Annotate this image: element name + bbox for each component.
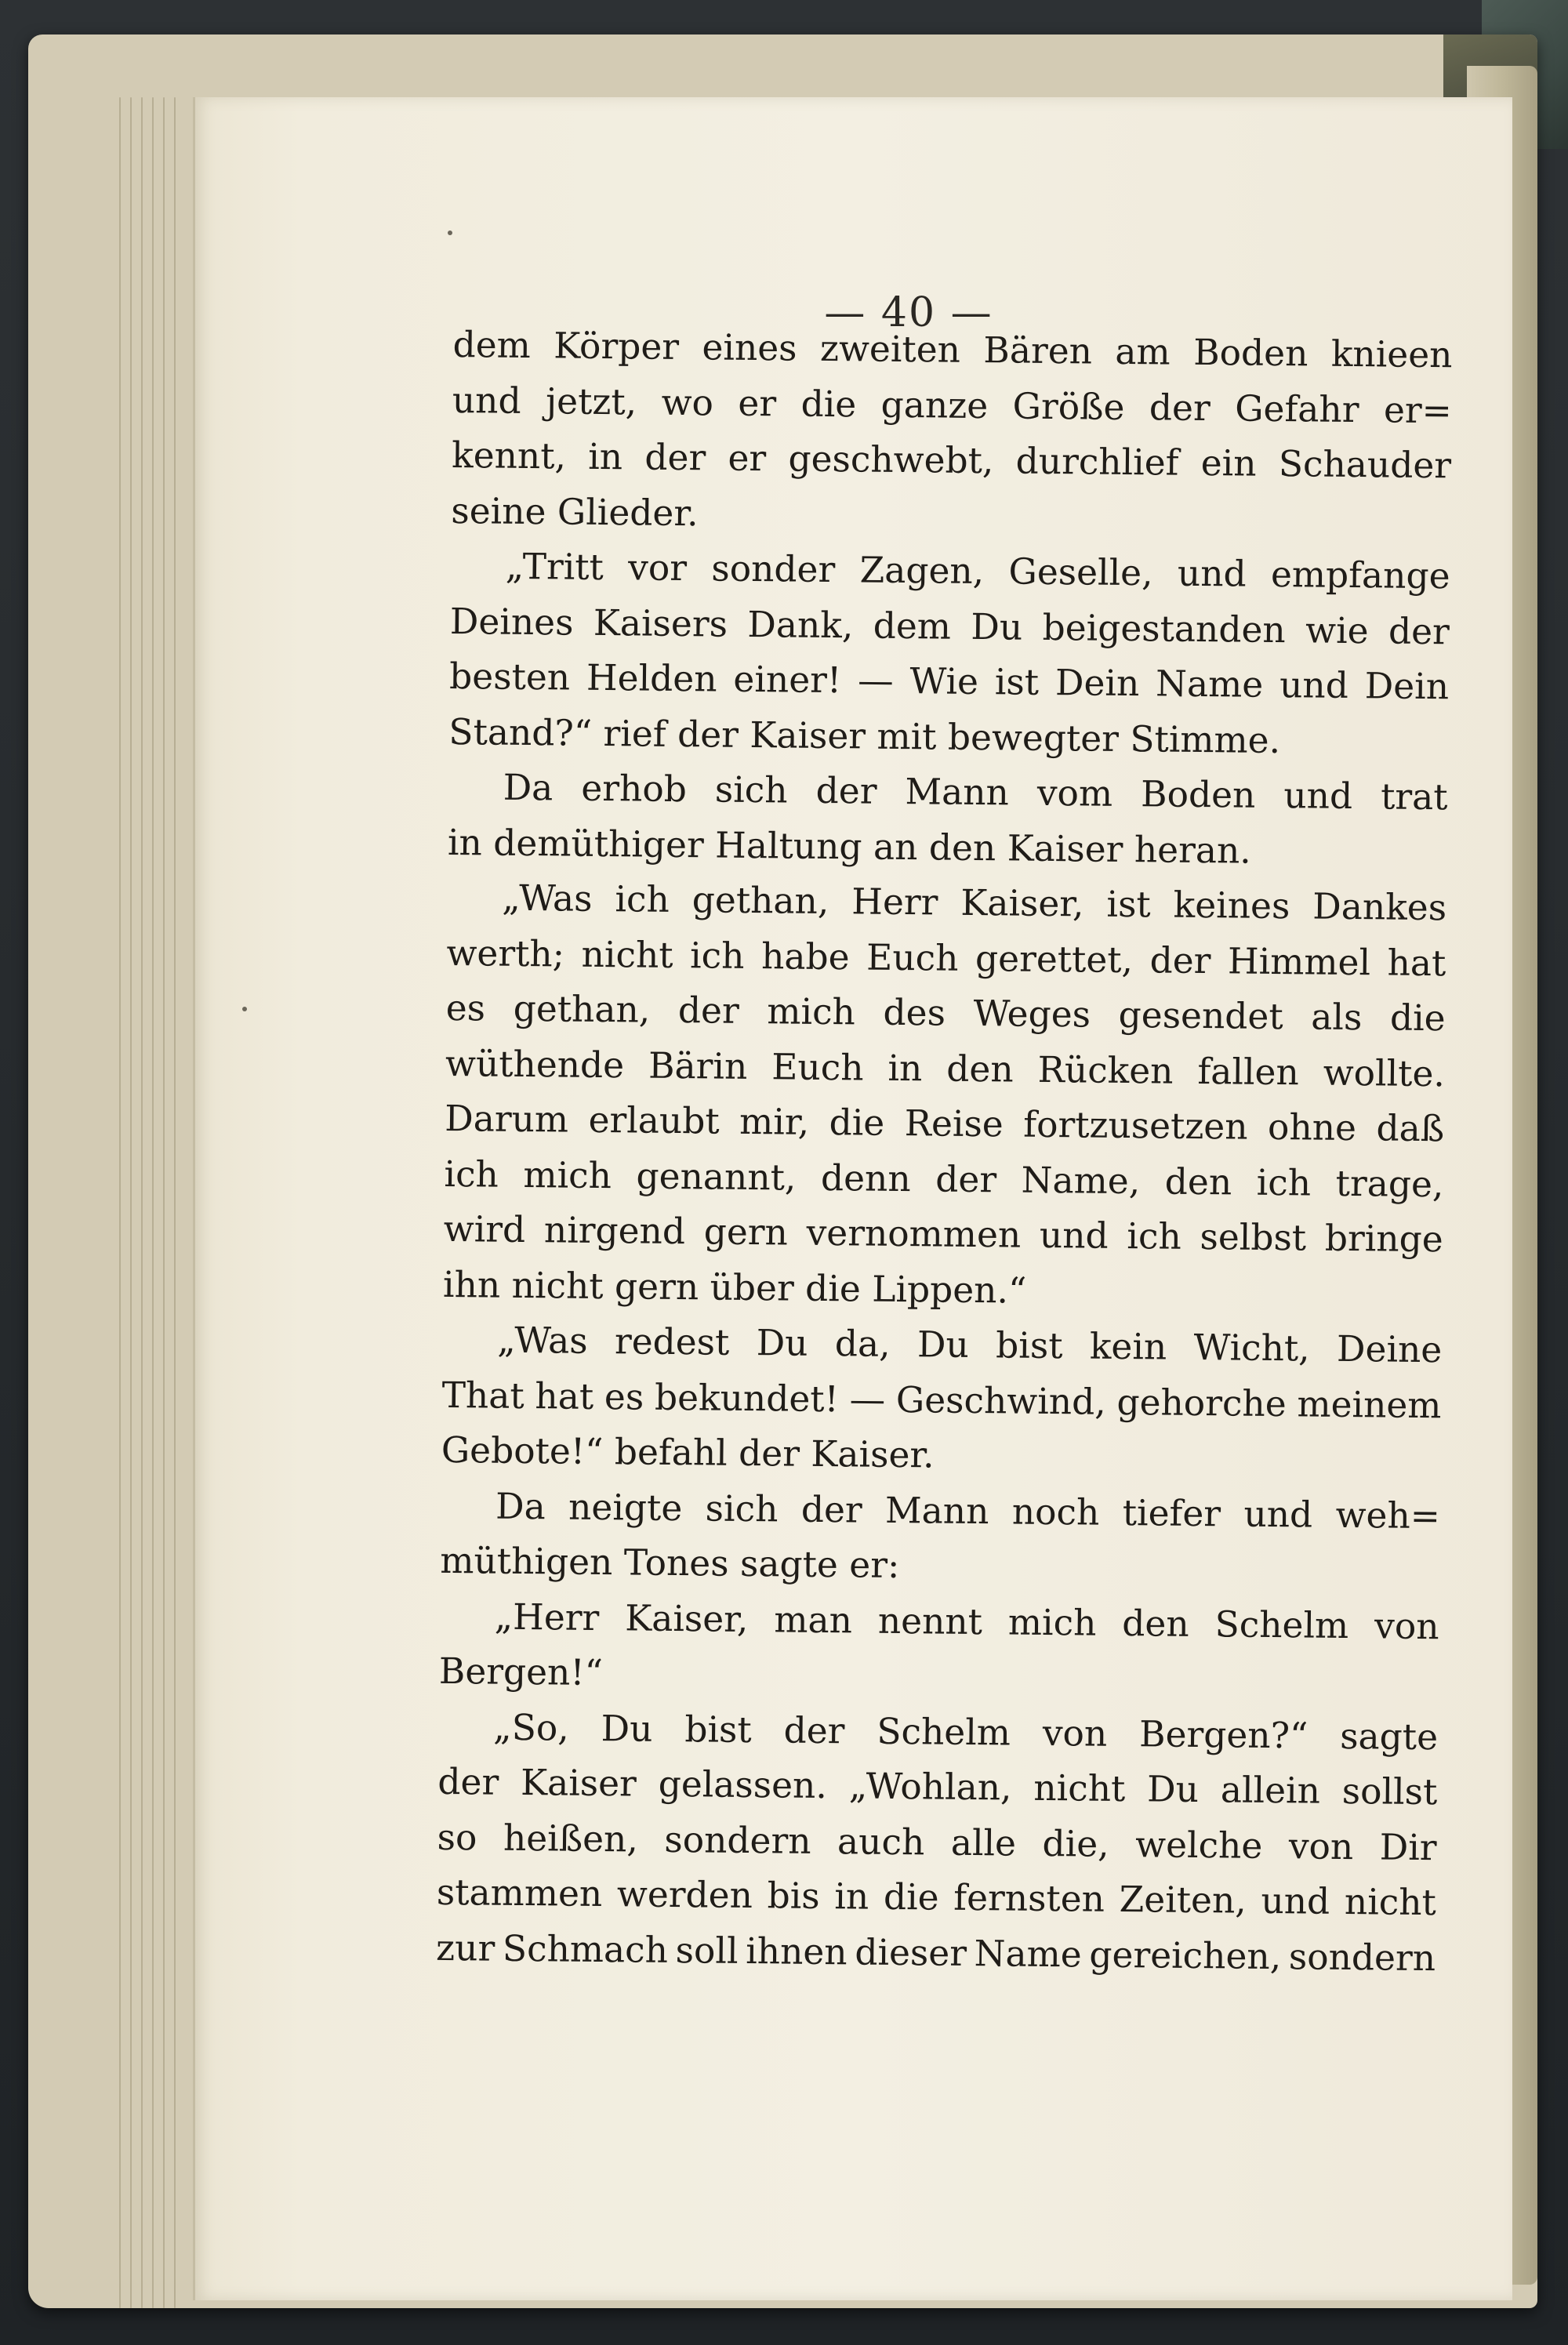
- word: erlaubt: [588, 1098, 720, 1142]
- word: durchlief: [1015, 440, 1179, 484]
- word: kein: [1089, 1325, 1167, 1368]
- word: er: [728, 437, 767, 480]
- leaf-edge: [163, 97, 165, 2308]
- word: gethan,: [691, 879, 829, 923]
- text-line: [450, 539, 1450, 604]
- word: der: [1388, 610, 1450, 652]
- word: „So,: [492, 1706, 570, 1749]
- text-line: ihn nicht gern über die Lippen.“: [442, 1263, 1027, 1312]
- word: den: [1164, 1160, 1232, 1203]
- word: allein: [1220, 1769, 1321, 1812]
- word: werden: [616, 1873, 753, 1917]
- word: Körper: [554, 325, 680, 368]
- word: der: [935, 1158, 997, 1200]
- word: Reise: [904, 1102, 1004, 1145]
- word: Euch: [771, 1045, 864, 1089]
- word: Boden: [1140, 773, 1256, 816]
- word: weh=: [1335, 1494, 1441, 1537]
- word: trage,: [1335, 1162, 1444, 1205]
- text-line: [442, 1312, 1443, 1378]
- word: werth;: [446, 931, 565, 975]
- text-line: [437, 1810, 1437, 1875]
- word: Wicht,: [1193, 1326, 1310, 1370]
- word: sich: [705, 1486, 779, 1530]
- leaf-edge: [119, 97, 121, 2308]
- word: habe: [760, 935, 850, 978]
- word: ist: [994, 661, 1040, 703]
- word: gerettet,: [975, 937, 1134, 981]
- word: ich: [1127, 1215, 1182, 1258]
- word: erhob: [581, 767, 688, 811]
- text-line: [448, 760, 1448, 826]
- text-line: [452, 318, 1453, 383]
- text-line: [445, 1036, 1446, 1102]
- word: Du: [756, 1322, 808, 1364]
- word: der: [1149, 938, 1211, 982]
- text-line: [445, 981, 1446, 1047]
- word: wie: [1305, 608, 1369, 652]
- text-line: [444, 1146, 1444, 1212]
- word: daß: [1376, 1107, 1445, 1150]
- page-leaves: [114, 97, 185, 2308]
- word: empfange: [1270, 553, 1450, 597]
- text-line: [443, 1202, 1443, 1268]
- word: stammen: [436, 1871, 603, 1915]
- word: gelassen.: [658, 1762, 828, 1807]
- word: sonder: [711, 547, 836, 591]
- word: bekundet!: [654, 1376, 840, 1420]
- word: es: [604, 1375, 644, 1418]
- page-text: [436, 318, 1453, 1986]
- word: Schmach: [502, 1927, 669, 1971]
- word: ganze: [880, 383, 989, 427]
- word: Zeiten,: [1119, 1879, 1247, 1922]
- word: ich: [444, 1153, 499, 1196]
- word: bist: [684, 1708, 753, 1751]
- word: Geschwind,: [895, 1378, 1106, 1423]
- word: Name: [1155, 662, 1264, 706]
- word: ein: [1200, 441, 1257, 485]
- word: sagte: [1339, 1715, 1439, 1758]
- word: der: [783, 1709, 845, 1751]
- word: Bergen?“: [1138, 1712, 1308, 1757]
- word: der: [437, 1760, 499, 1803]
- word: mir,: [739, 1100, 810, 1143]
- text-line: müthigen Tones sagte er:: [440, 1539, 900, 1587]
- word: auch: [837, 1820, 925, 1863]
- word: der: [644, 436, 706, 479]
- word: —: [857, 659, 894, 702]
- word: der: [1149, 386, 1211, 429]
- word: Name,: [1021, 1159, 1141, 1202]
- word: bringe: [1324, 1217, 1443, 1261]
- word: Helden: [586, 656, 717, 700]
- word: Mann: [905, 771, 1010, 814]
- word: Zagen,: [859, 549, 985, 593]
- word: meinem: [1297, 1382, 1442, 1426]
- word: Gefahr: [1234, 387, 1359, 430]
- text-line: seine Glieder.: [451, 489, 699, 534]
- word: sich: [714, 768, 788, 811]
- text-line: Bergen!“: [438, 1650, 604, 1694]
- word: nicht: [1344, 1881, 1437, 1924]
- text-line: [447, 870, 1447, 936]
- word: nicht: [1033, 1766, 1126, 1810]
- word: zur: [435, 1926, 495, 1969]
- word: den: [1122, 1602, 1189, 1645]
- leaf-edge: [152, 97, 154, 2308]
- word: kennt,: [451, 434, 567, 477]
- text-line: in demüthiger Haltung an den Kaiser heran.: [447, 821, 1252, 872]
- word: von: [1042, 1712, 1108, 1755]
- word: fallen: [1197, 1050, 1300, 1093]
- word: von: [1374, 1604, 1439, 1647]
- paper-speck: [448, 231, 452, 235]
- word: ihnen: [745, 1929, 848, 1973]
- word: Rücken: [1037, 1048, 1174, 1092]
- word: Du: [601, 1707, 653, 1750]
- word: heißen,: [503, 1817, 639, 1860]
- word: und: [452, 379, 521, 422]
- word: geschwebt,: [788, 437, 994, 482]
- word: welche: [1134, 1823, 1263, 1867]
- page-number: — 40 —: [824, 289, 993, 336]
- word: und: [1039, 1214, 1109, 1257]
- word: ist: [1106, 883, 1152, 926]
- word: Kaiser: [520, 1762, 637, 1805]
- word: vernommen: [806, 1211, 1022, 1256]
- word: und: [1261, 1879, 1330, 1922]
- word: mich: [1007, 1601, 1097, 1644]
- word: Dank,: [747, 603, 854, 646]
- word: redest: [614, 1320, 730, 1363]
- word: fortzusetzen: [1023, 1103, 1248, 1148]
- word: Bärin: [648, 1044, 748, 1087]
- word: hat: [1387, 942, 1446, 984]
- word: wo: [661, 381, 714, 423]
- word: „Herr: [494, 1595, 600, 1639]
- word: Da: [495, 1485, 546, 1527]
- word: Dein: [1054, 662, 1140, 705]
- word: Schelm: [1214, 1603, 1349, 1646]
- word: und: [1279, 664, 1349, 706]
- word: Wie: [909, 660, 979, 703]
- word: Du: [1146, 1768, 1200, 1811]
- word: „Was: [501, 877, 593, 920]
- word: und: [1243, 1493, 1313, 1536]
- word: Du: [916, 1323, 970, 1366]
- word: Euch: [866, 936, 959, 979]
- word: fernsten: [953, 1876, 1105, 1920]
- text-line: [441, 1478, 1441, 1544]
- word: als: [1311, 996, 1363, 1039]
- word: Da: [503, 766, 554, 809]
- word: knieen: [1330, 332, 1453, 376]
- word: die: [883, 1875, 939, 1918]
- word: neigte: [568, 1486, 683, 1529]
- word: bis: [767, 1875, 820, 1918]
- word: vom: [1036, 771, 1113, 815]
- word: denn: [820, 1156, 911, 1200]
- word: „Tritt: [505, 545, 604, 589]
- word: wollte.: [1323, 1051, 1446, 1094]
- word: gehorche: [1116, 1381, 1287, 1425]
- word: zweiten: [819, 327, 961, 371]
- word: vor: [627, 546, 688, 590]
- text-line: [450, 594, 1450, 659]
- word: gethan,: [513, 987, 651, 1031]
- word: gereichen,: [1089, 1933, 1282, 1977]
- word: Kaiser,: [624, 1596, 749, 1640]
- word: noch: [1011, 1490, 1100, 1534]
- word: Dein: [1364, 665, 1450, 708]
- word: hat: [535, 1374, 594, 1418]
- word: er=: [1383, 388, 1453, 431]
- text-line: [437, 1755, 1438, 1820]
- word: Schauder: [1278, 443, 1452, 487]
- word: Darum: [445, 1097, 569, 1141]
- word: „Wohlan,: [848, 1765, 1012, 1809]
- word: Herr: [851, 880, 938, 924]
- word: der: [800, 1488, 862, 1531]
- paper-speck: [242, 1007, 247, 1011]
- word: gesendet: [1118, 993, 1283, 1038]
- word: nirgend: [543, 1209, 686, 1253]
- word: Schelm: [877, 1710, 1011, 1754]
- word: ich: [615, 878, 670, 920]
- text-line: [446, 925, 1446, 991]
- leaf-edge: [141, 97, 143, 2308]
- word: eines: [702, 326, 797, 369]
- word: trat: [1380, 775, 1448, 819]
- word: den: [946, 1047, 1014, 1091]
- word: man: [774, 1598, 853, 1641]
- word: nennt: [877, 1599, 983, 1643]
- word: dem: [452, 323, 532, 367]
- word: ich: [1256, 1161, 1312, 1204]
- word: der: [677, 989, 740, 1032]
- word: Name: [974, 1932, 1083, 1976]
- word: es: [445, 986, 486, 1029]
- word: Dankes: [1312, 885, 1447, 929]
- word: die,: [1042, 1822, 1109, 1865]
- word: sollst: [1341, 1770, 1438, 1813]
- word: wird: [443, 1207, 526, 1251]
- word: da,: [834, 1323, 891, 1365]
- word: am: [1115, 330, 1171, 373]
- text-line: [441, 1367, 1442, 1433]
- word: keines: [1173, 884, 1290, 927]
- text-line: [439, 1588, 1439, 1654]
- word: Weges: [973, 992, 1091, 1036]
- word: Kaisers: [593, 601, 728, 645]
- word: —: [849, 1378, 886, 1421]
- word: des: [883, 991, 946, 1034]
- word: und: [1283, 775, 1353, 818]
- word: nicht: [581, 933, 673, 976]
- text-line: [436, 1920, 1436, 1986]
- word: die: [829, 1102, 885, 1144]
- word: Bären: [983, 329, 1093, 372]
- word: „Was: [497, 1319, 588, 1362]
- text-line: Stand?“ rief der Kaiser mit bewegter Stimme.: [448, 710, 1281, 761]
- word: der: [815, 769, 877, 812]
- word: mich: [523, 1153, 612, 1196]
- word: ich: [689, 934, 745, 977]
- text-line: [449, 649, 1450, 715]
- word: die: [1389, 996, 1446, 1040]
- word: er: [738, 382, 777, 424]
- text-line: [445, 1091, 1445, 1157]
- word: soll: [675, 1929, 739, 1972]
- word: Du: [971, 605, 1023, 648]
- word: in: [887, 1047, 923, 1089]
- text-line: Gebote!“ befahl der Kaiser.: [441, 1428, 935, 1476]
- text-line: [452, 372, 1453, 438]
- word: Deine: [1336, 1327, 1443, 1371]
- word: alle: [950, 1821, 1017, 1864]
- word: That: [441, 1374, 524, 1417]
- text-line: [438, 1699, 1439, 1765]
- word: besten: [448, 655, 571, 699]
- word: dem: [873, 604, 952, 648]
- word: mich: [767, 990, 856, 1033]
- word: und: [1177, 552, 1247, 595]
- leaf-edge: [174, 97, 176, 2308]
- word: selbst: [1200, 1216, 1307, 1259]
- word: in: [588, 435, 623, 478]
- leaf-edge: [130, 97, 132, 2308]
- word: bist: [995, 1324, 1063, 1367]
- word: Deines: [449, 600, 574, 644]
- word: beigestanden: [1042, 606, 1287, 651]
- word: sondern: [1288, 1935, 1436, 1979]
- word: ohne: [1267, 1105, 1357, 1149]
- word: jetzt,: [545, 379, 637, 423]
- word: Kaiser,: [960, 881, 1084, 925]
- word: die: [800, 383, 857, 425]
- word: so: [437, 1816, 477, 1858]
- word: Geselle,: [1008, 550, 1153, 594]
- word: von: [1288, 1824, 1354, 1868]
- word: Mann: [884, 1489, 989, 1532]
- word: Größe: [1012, 384, 1125, 428]
- word: tiefer: [1122, 1491, 1221, 1534]
- word: in: [834, 1875, 869, 1918]
- word: gern: [703, 1211, 789, 1254]
- word: genannt,: [636, 1155, 797, 1199]
- word: Himmel: [1227, 939, 1371, 983]
- word: sondern: [664, 1818, 811, 1862]
- word: Dir: [1379, 1825, 1437, 1868]
- word: einer!: [733, 658, 842, 702]
- text-line: [437, 1865, 1437, 1931]
- word: wüthende: [445, 1042, 625, 1086]
- word: Boden: [1192, 331, 1308, 375]
- word: dieser: [855, 1930, 967, 1974]
- text-line: [452, 428, 1452, 494]
